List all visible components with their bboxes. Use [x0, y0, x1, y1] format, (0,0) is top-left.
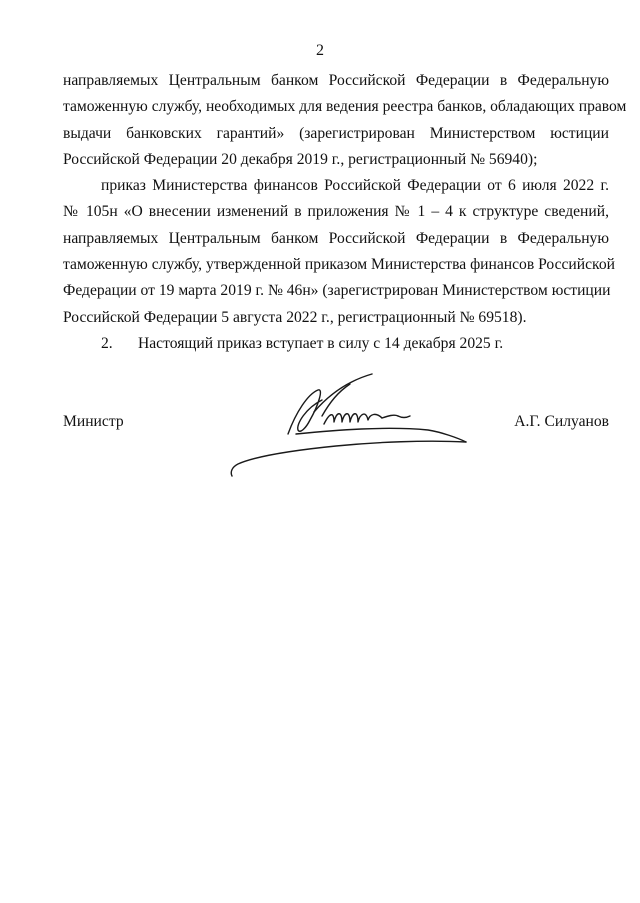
- text-line: выдачи банковских гарантий» (зарегистрирован Министерством юстиции: [63, 124, 609, 142]
- list-item-2: [101, 331, 609, 357]
- text-line: приказ Министерства финансов Российской Федерации от 6 июля 2022 г.: [101, 177, 609, 195]
- page-number: 2: [316, 42, 324, 59]
- signatory-name: А.Г. Силуанов: [514, 413, 609, 430]
- text-line: таможенную службу, необходимых для ведения реестра банков, обладающих правом: [63, 98, 627, 116]
- signatory-title: Министр: [63, 413, 124, 430]
- handwritten-signature: [226, 372, 476, 477]
- document-body: [63, 68, 627, 357]
- paragraph-order-reference: [63, 173, 615, 331]
- text-line: № 105н «О внесении изменений в приложения № 1 – 4 к структуре сведений,: [63, 203, 609, 221]
- text-line: направляемых Центральным банком Российской Федерации в Федеральную: [63, 72, 609, 89]
- text-line: Федерации от 19 марта 2019 г. № 46н» (зарегистрирован Министерством юстиции: [63, 282, 611, 300]
- list-item-text: Настоящий приказ вступает в силу с 14 декабря 2025 г.: [138, 334, 504, 352]
- list-item-number: 2.: [101, 334, 113, 352]
- text-line: Российской Федерации 20 декабря 2019 г., регистрационный № 56940);: [63, 150, 538, 168]
- paragraph-continuation: [63, 68, 627, 173]
- text-line: таможенную службу, утвержденной приказом Министерства финансов Российской: [63, 256, 615, 274]
- text-line: направляемых Центральным банком Российской Федерации в Федеральную: [63, 229, 609, 247]
- text-line: Российской Федерации 5 августа 2022 г., регистрационный № 69518).: [63, 308, 527, 326]
